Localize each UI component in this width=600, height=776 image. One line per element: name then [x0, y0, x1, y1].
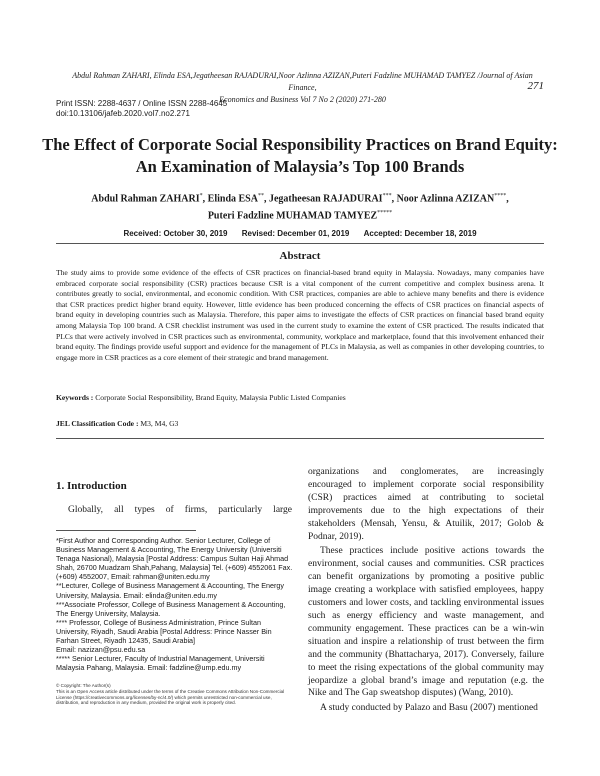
- author-mark: *: [199, 193, 203, 199]
- paragraph: These practices include positive actions towards the environment, social causes and communities. CSR practices can benefit organizations by promoting a positive public image creating a workplace with satisfied employees, happy customers and lower costs, and tackling environmental issues such as energy efficiency and waste management, and community engagement. These practices can be a win-win situation and inspire a relationship of trust between the firm and the community (Bhattacharya, 2017). Conversely, failure to meet the rising expectations of the global community may jeopardize a global brand’s image and reputation (e.g. the Nike and The Gap sweatshop disputes) (Wang, 2010).: [308, 546, 544, 699]
- author-name: Jegatheesan RAJADURAI: [268, 193, 383, 205]
- issn-block: [56, 99, 227, 119]
- author-mark: ***: [382, 193, 392, 199]
- license-block: [56, 683, 294, 706]
- author-mark: *****: [377, 210, 393, 217]
- footnote: ***** Senior Lecturer, Faculty of Industrial Management, Universiti Malaysia Pahang, Malaysia. Email: fadzline@ump.edu.my: [56, 654, 265, 673]
- abstract-heading: Abstract: [279, 250, 321, 262]
- intro-left-text: Globally, all types of firms, particularly large: [68, 505, 292, 515]
- keywords-text: Corporate Social Responsibility, Brand Equity, Malaysia Public Listed Companies: [93, 393, 346, 402]
- author-name: Puteri Fadzline MUHAMAD TAMYEZ: [207, 210, 378, 222]
- copyright-line: © Copyright: The Author(s): [56, 683, 111, 688]
- paragraph: organizations and conglomerates, are increasingly encouraged to implement corporate social responsibility (CSR) practices aimed at contributing to societal improvements due to the high expectations of their stakeholders (Mensah, Yensu, & Atuilik, 2017; Golob & Podnar, 2019).: [308, 467, 544, 542]
- author-list: Abdul Rahman ZAHARI*, Elinda ESA**, Jegatheesan RAJADURAI***, Noor Azlinna AZIZAN****, Puteri Fadzline MUHAMAD TAMYEZ*****: [91, 193, 509, 222]
- jel-label: JEL Classification Code :: [56, 419, 139, 428]
- divider-top: [56, 243, 544, 244]
- footnote: **Lecturer, College of Business Management & Accounting, The Energy University, Malaysia. Email: elinda@uniten.edu.my: [56, 581, 285, 600]
- author-name: Noor Azlinna AZIZAN: [396, 193, 495, 205]
- keywords-label: Keywords :: [56, 393, 94, 402]
- author-name: Abdul Rahman ZAHARI: [91, 193, 200, 205]
- paper-title-line2: An Examination of Malaysia’s Top 100 Brands: [135, 157, 465, 176]
- author-name: Elinda ESA: [207, 193, 258, 205]
- jel-classification: [56, 419, 544, 428]
- footnote-email: Email: nazizan@psu.edu.sa: [56, 645, 146, 655]
- footnote: *First Author and Corresponding Author. Senior Lecturer, College of Business Management & Accounting, The Energy University (Universiti Tenaga Nasional), Malaysia [Postal Address: Campus Sultan Haji Ahmad Shah, 26700 Muadzam Shah,Pahang, Malaysia] Tel. (+609) 4552061 Fax. (+609) 4552007, Email: rahman@uniten.edu.my: [56, 536, 293, 582]
- footnote: ***Associate Professor, College of Business Management & Accounting, The Energy University, Malaysia.: [56, 599, 286, 618]
- abstract-text: The study aims to provide some evidence of the effects of CSR practices on financial-based brand equity in Malaysia. Nowadays, many companies have embraced corporate social responsibility (CSR) practices because CSR is a vital component of the current competitive and complex business arena. It contributes greatly to social, environmental, and economic condition. With CSR practices, companies are able to achieve many benefits and there is evidence that CSR practices predict higher brand equity. However, little evidence has been produced concerning the effects of CSR practices on financial aspects of brand equity in developing countries such as Malaysia. Therefore, this paper aims to investigate the effects of CSR practices on financial based brand equity among Malaysia Top 100 brand. A CSR checklist instrument was used in the current study to examine the extent of CSR practiced. The results indicated that PLCs that were actively involved in CSR practices such as environmental, community, workplace and marketplace, found that this involvement enhanced their brand equity. The findings provide useful support and evidence for the management of PLCs in Malaysia, as well as companies in other developing countries, to engage more in CSR practices as a core element of their strategic and brand management.: [56, 268, 544, 362]
- footnotes: [56, 536, 294, 672]
- author-mark: **: [257, 193, 264, 199]
- doi-line: doi:10.13106/jafeb.2020.vol7.no2.271: [56, 109, 190, 118]
- received-date: Received: October 30, 2019: [123, 229, 228, 238]
- footnote-divider: [56, 530, 196, 531]
- paper-title-line1: The Effect of Corporate Social Responsibility Practices on Brand Equity:: [42, 135, 558, 154]
- author-mark: ****: [494, 193, 507, 199]
- divider-bottom: [56, 438, 544, 439]
- license-text: This is an Open Access article distributed under the terms of the Creative Commons Attribution Non-Commercial License (https://creativecommons.org/licenses/by-nc/4.0/) which permits unrestricted non-commercial use, distribution, and reproduction in any medium, provided the original work is properly cited.: [56, 688, 285, 706]
- page-number: 271: [527, 80, 544, 92]
- keywords: [56, 393, 544, 402]
- intro-right-column: [308, 466, 544, 715]
- footnote: **** Professor, College of Business Administration, Prince Sultan University, Riyadh, Saudi Arabia [Postal Address: Prince Nasser Bin Farhan Street, Riyadh 12435, Saudi Arabia]: [56, 617, 272, 646]
- revised-date: Revised: December 01, 2019: [241, 229, 350, 238]
- running-header-line2: Economics and Business Vol 7 No 2 (2020) 271-280: [219, 95, 386, 104]
- paragraph: A study conducted by Palazo and Basu (2007) mentioned: [320, 703, 538, 714]
- section-heading: 1. Introduction: [56, 480, 127, 492]
- jel-text: M3, M4, G3: [138, 419, 179, 428]
- issn-line: Print ISSN: 2288-4637 / Online ISSN 2288-4645: [56, 99, 228, 108]
- paper-title: [40, 134, 560, 178]
- submission-dates: [40, 229, 560, 238]
- accepted-date: Accepted: December 18, 2019: [363, 229, 477, 238]
- running-header-line1: Abdul Rahman ZAHARI, Elinda ESA,Jegatheesan RAJADURAI,Noor Azlinna AZIZAN,Puteri Fadzline MUHAMAD TAMYEZ /Journal of Asian Finance,: [72, 71, 533, 92]
